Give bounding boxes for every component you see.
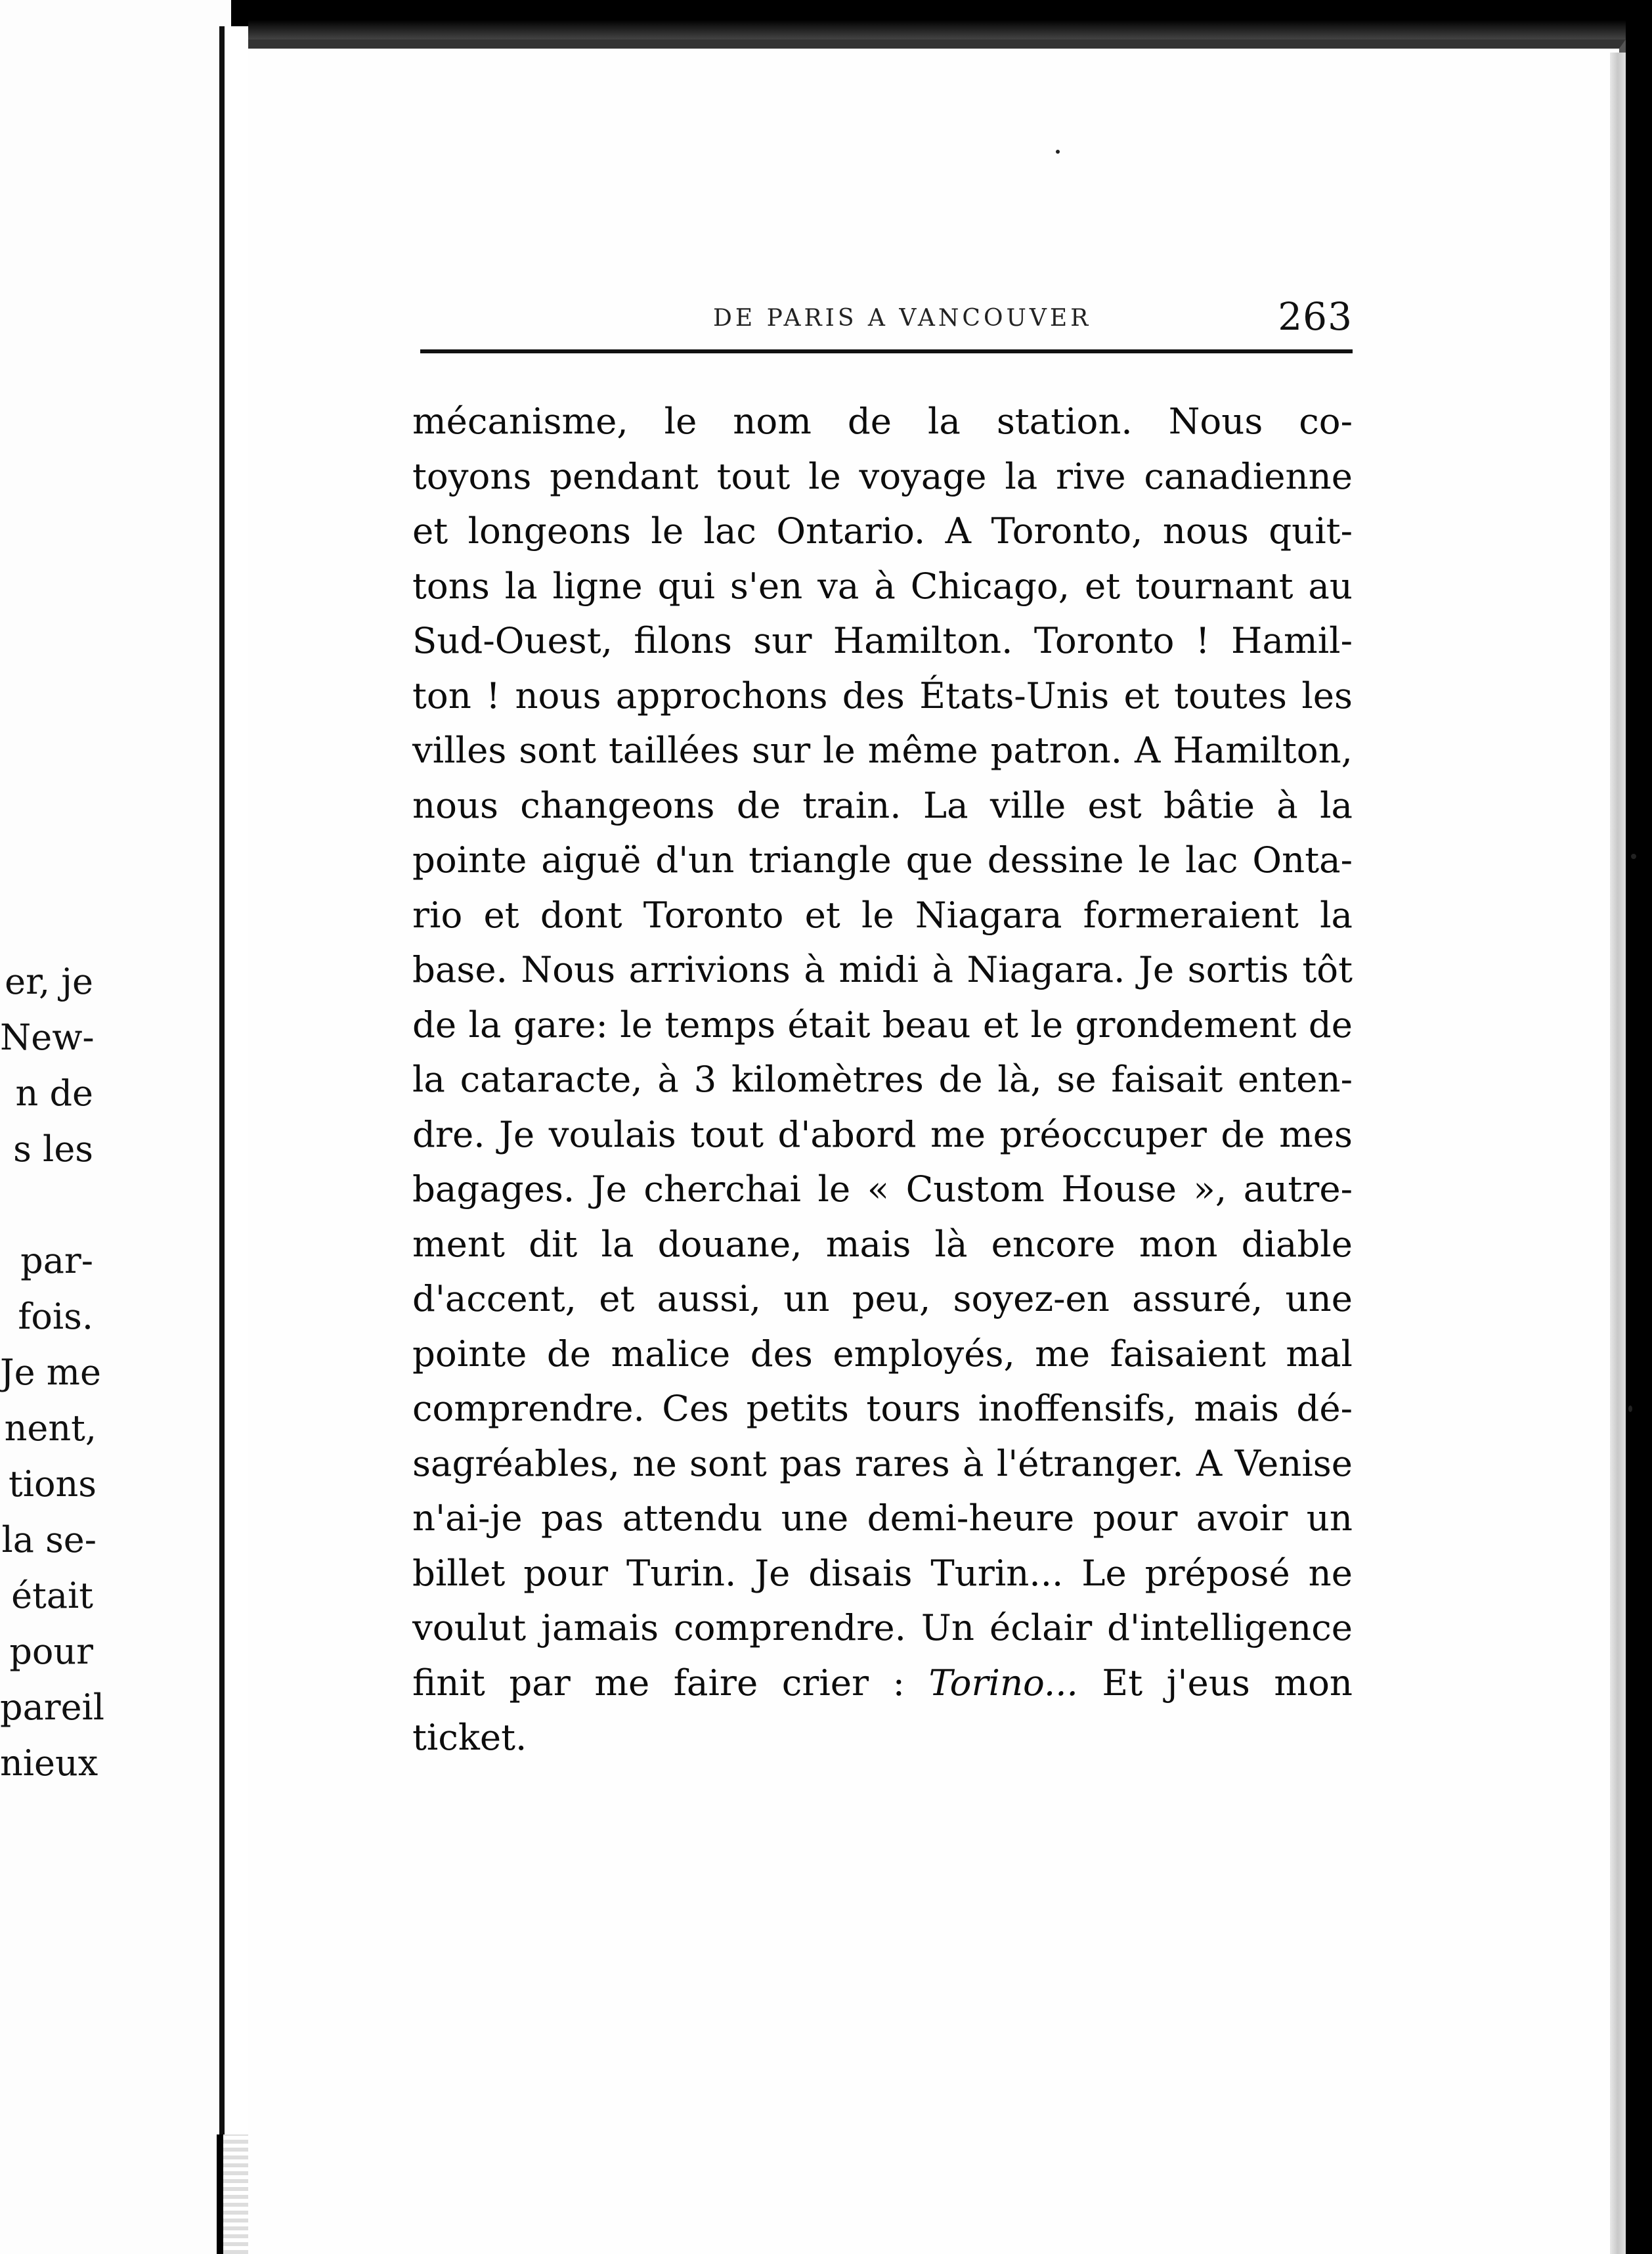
left-fragment-line: nieux xyxy=(0,1742,98,1784)
left-fragment-line: pour xyxy=(9,1631,93,1672)
text-line: ton ! nous approchons des États-Unis et toutes les xyxy=(412,674,1353,717)
left-fragment-line: tions xyxy=(9,1463,97,1505)
left-fragment-line: fois. xyxy=(18,1296,93,1337)
page-body-text xyxy=(412,394,1353,1765)
italic-word-torino: Torino... xyxy=(928,1661,1078,1704)
left-fragment-line: Je me xyxy=(0,1352,101,1393)
text-line: n'ai-je pas attendu une demi-heure pour avoir un xyxy=(412,1497,1353,1539)
text-line: bagages. Je cherchai le « Custom House », autre- xyxy=(412,1168,1353,1210)
text-line: la cataracte, à 3 kilomètres de là, se faisait enten- xyxy=(412,1058,1353,1100)
left-fragment-line: n de xyxy=(15,1072,93,1114)
text-line: base. Nous arrivions à midi à Niagara. Je sortis tôt xyxy=(412,948,1353,990)
text-line: comprendre. Ces petits tours inoffensifs, mais dé- xyxy=(412,1387,1353,1429)
left-fragment-line: pareil xyxy=(0,1687,105,1728)
text-line: de la gare: le temps était beau et le grondement de xyxy=(412,1003,1353,1046)
text-line-with-italic xyxy=(412,1656,1353,1711)
left-fragment-line: la se- xyxy=(1,1519,97,1560)
page-top-shadow xyxy=(248,20,1626,39)
left-fragment-line: New- xyxy=(0,1017,95,1058)
final-text-line: ticket. xyxy=(412,1716,527,1758)
text-line: villes sont taillées sur le même patron. A Hamilton, xyxy=(412,729,1353,771)
text-line: sagréables, ne sont pas rares à l'étranger. A Venise xyxy=(412,1442,1353,1484)
text-line: Sud-Ouest, filons sur Hamilton. Toronto ! Hamil- xyxy=(412,619,1353,661)
running-header xyxy=(418,294,1353,347)
text-line: billet pour Turin. Je disais Turin... Le préposé ne xyxy=(412,1551,1353,1594)
left-fragment-line: était xyxy=(11,1575,93,1616)
left-fragment-line: nent, xyxy=(4,1407,97,1449)
text-line: tons la ligne qui s'en va à Chicago, et tournant au xyxy=(412,564,1353,607)
scan-speck xyxy=(1631,854,1636,859)
left-fragment-line: er, je xyxy=(5,961,93,1002)
text-line: d'accent, et aussi, un peu, soyez-en assuré, une xyxy=(412,1277,1353,1319)
text-segment: finit par me faire crier : xyxy=(412,1661,929,1704)
text-line: rio et dont Toronto et le Niagara formeraient la xyxy=(412,893,1353,936)
text-line: voulut jamais comprendre. Un éclair d'intelligence xyxy=(412,1606,1353,1648)
text-segment: Et j'eus mon xyxy=(1077,1661,1353,1704)
text-line: et longeons le lac Ontario. A Toronto, nous quit- xyxy=(412,510,1353,552)
left-fragment-line: par- xyxy=(20,1240,93,1281)
text-line: pointe aiguë d'un triangle que dessine le lac Onta- xyxy=(412,839,1353,881)
text-line: toyons pendant tout le voyage la rive canadienne xyxy=(412,454,1353,497)
running-title: DE PARIS A VANCOUVER xyxy=(713,305,1092,332)
header-rule xyxy=(420,349,1353,353)
text-line: nous changeons de train. La ville est bâtie à la xyxy=(412,784,1353,826)
previous-page-fragment xyxy=(0,0,231,2254)
left-fragment-line: s les xyxy=(13,1128,93,1170)
page-edge-shading xyxy=(1610,53,1626,2254)
scan-speck xyxy=(1056,150,1060,154)
text-line: ment dit la douane, mais là encore mon diable xyxy=(412,1222,1353,1265)
book-gutter xyxy=(219,26,248,2254)
text-line: pointe de malice des employés, me faisaient mal xyxy=(412,1332,1353,1375)
scan-speck xyxy=(1628,1405,1632,1412)
page-number: 263 xyxy=(1278,294,1353,339)
text-line: mécanisme, le nom de la station. Nous co- xyxy=(412,400,1353,442)
text-line: dre. Je voulais tout d'abord me préoccuper de mes xyxy=(412,1113,1353,1155)
left-fragment-line xyxy=(0,1177,231,1233)
previous-page-line-ends xyxy=(0,954,231,1791)
